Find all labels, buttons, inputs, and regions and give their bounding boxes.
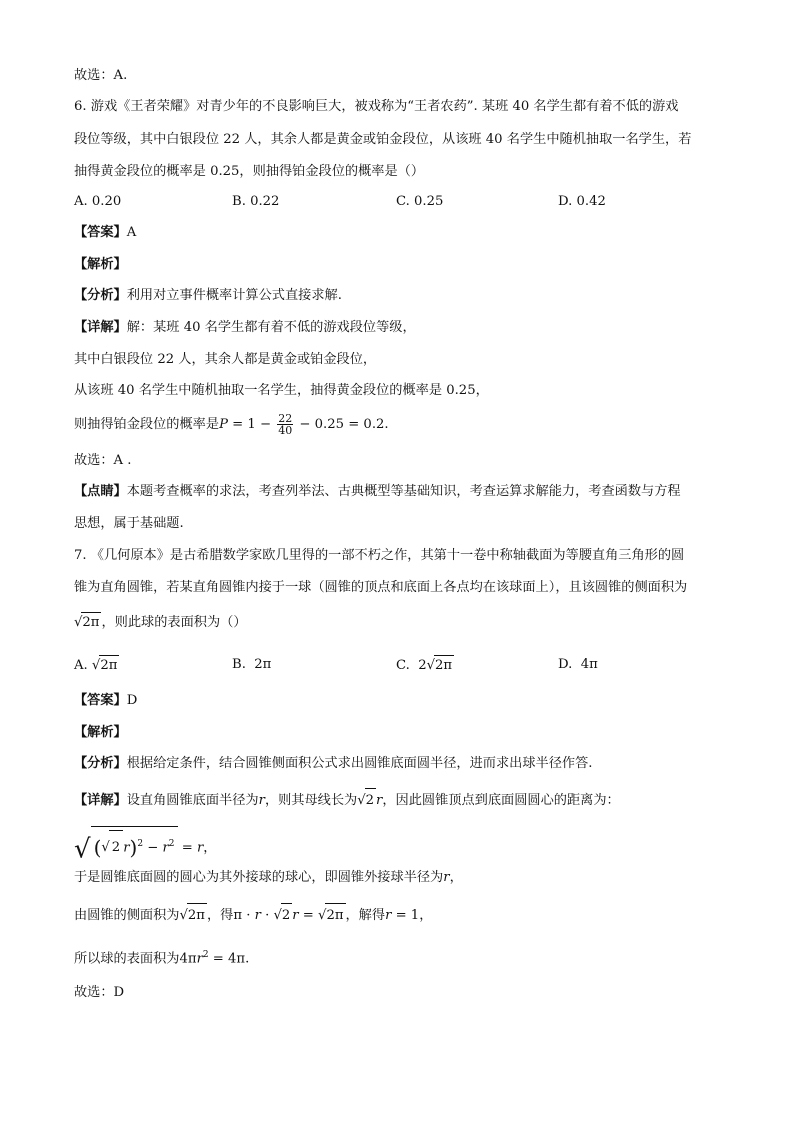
answer-tag: 【答案】 xyxy=(74,225,127,240)
math-r: r xyxy=(196,840,204,856)
math-r: r xyxy=(443,870,450,885)
q6-stem-line1: 6. 游戏《王者荣耀》对青少年的不良影响巨大，被戏称为“王者农药”. 某班 40 名学生都有着不低的游戏 xyxy=(74,99,679,114)
math-eq-rest: − 0.25 = 0.2 xyxy=(295,417,385,432)
math-expr: 4π xyxy=(179,951,197,967)
choice-label: A. xyxy=(74,658,88,673)
q7-choice-c xyxy=(396,655,454,676)
radical-sign: √ xyxy=(74,615,83,630)
detail-text: 所以球的表面积为 xyxy=(74,951,180,967)
detail-text: ，得 xyxy=(206,908,234,923)
q6-choices xyxy=(74,192,774,212)
q7-conclusion: 故选：D xyxy=(74,985,125,1000)
q6-analysis-heading: 【解析】 xyxy=(74,257,127,272)
q6-xiangjie xyxy=(74,318,754,338)
detail-text: 则抽得铂金段位的概率是 xyxy=(74,417,220,432)
q7-stem-line2: 锥为直角圆锥，若某直角圆锥内接于一球（圆锥的顶点和底面上各点均在该球面上），且该圆锥的侧面积为 xyxy=(74,580,688,595)
q6-choice-a: A. 0.20 xyxy=(74,194,122,209)
q6-dianjing-line2: 思想，属于基础题. xyxy=(74,516,184,531)
xiangjie-text: 解：某班 40 名学生都有着不低的游戏段位等级， xyxy=(126,320,416,335)
radicand: 2π xyxy=(99,655,119,676)
outer-radicand: (√ 2 $r)^2 - r^2$ xyxy=(91,826,178,865)
q7-distance-formula: √ (√ 2 $r)^2 - r^2 = r$， xyxy=(74,826,754,866)
q7-detail-line4: 由圆锥的侧面积为√2π ，得π · r · √2 r = √2π ，解得r = 1， xyxy=(74,903,754,928)
q6-stem-line2: 段位等级，其中白银段位 22 人，其余人都是黄金或铂金段位，从该班 40 名学生中随机抽取一名学生，若 xyxy=(74,132,692,147)
q6-answer xyxy=(74,223,754,243)
q6-choice-d: D. 0.42 xyxy=(558,194,606,209)
math-expr: π · xyxy=(233,908,255,923)
q6-dianjing xyxy=(74,482,754,502)
fraction-denominator: 40 xyxy=(278,424,293,437)
outer-sqrt xyxy=(74,826,178,866)
fenxi-tag: 【分析】 xyxy=(74,288,127,303)
xiangjie-text: ，因此圆锥顶点到底面圆圆心的距离为： xyxy=(382,793,620,808)
choice-label: C. xyxy=(396,658,410,673)
q7-analysis-heading: 【解析】 xyxy=(74,725,127,740)
sqrt-expr: √2π xyxy=(180,903,207,928)
q6-choice-c: C. 0.25 xyxy=(396,194,444,209)
q7-answer xyxy=(74,691,754,711)
math-eq: = xyxy=(177,840,197,856)
inner-radicand: 2 xyxy=(109,830,123,865)
q7-stem-line3 xyxy=(74,612,754,633)
radicand: 2 xyxy=(365,788,376,813)
q6-conclusion: 故选：A . xyxy=(74,453,132,468)
answer-value: A xyxy=(126,225,137,240)
detail-text: ， xyxy=(419,908,433,923)
sqrt-expr xyxy=(74,612,101,633)
detail-text: 由圆锥的侧面积为 xyxy=(74,908,180,923)
radical-sign: √ xyxy=(74,834,91,865)
sqrt-expr: √2π xyxy=(427,655,454,676)
q6-detail-line2: 其中白银段位 22 人，其余人都是黄金或铂金段位， xyxy=(74,352,377,367)
q7-detail-line3 xyxy=(74,868,754,888)
dianjing-tag: 【点睛】 xyxy=(74,484,127,499)
q6-detail-line4 xyxy=(74,412,754,438)
radicand: 2π xyxy=(81,612,101,633)
q7-xiangjie xyxy=(74,788,754,813)
period: . xyxy=(384,417,389,432)
q7-stem-line1: 7. 《几何原本》是古希腊数学家欧几里得的一部不朽之作，其第十一卷中称轴截面为等腰直角三角形的圆 xyxy=(74,548,685,563)
detail-text: ， xyxy=(449,870,463,885)
sqrt-expr: √2 xyxy=(357,788,376,813)
q7-detail-line5: 所以球的表面积为$4\pi r^2 = 4\pi$. xyxy=(74,950,250,967)
answer-line-prev: 故选：A. xyxy=(74,68,128,83)
q7-choice-a xyxy=(74,655,119,676)
choice-value: 4π xyxy=(580,657,598,672)
q6-stem-line3: 抽得黄金段位的概率是 0.25，则抽得铂金段位的概率是（） xyxy=(74,164,425,179)
sqrt-expr: √2π xyxy=(92,655,119,676)
radicand: 2π xyxy=(187,903,207,928)
q7-choice-b xyxy=(232,655,271,675)
choice-label: D. xyxy=(558,657,573,672)
fraction xyxy=(277,413,293,436)
q7-choice-d xyxy=(558,655,598,675)
detail-text: ，解得 xyxy=(345,908,386,923)
q6-fenxi xyxy=(74,286,754,306)
q6-choice-b: B. 0.22 xyxy=(232,194,280,209)
math-P: P xyxy=(219,417,228,432)
math-r: r xyxy=(376,793,383,808)
xiangjie-text: 设直角圆锥底面半径为 xyxy=(126,793,259,808)
math-r: r xyxy=(123,840,130,856)
fenxi-text: 利用对立事件概率计算公式直接求解. xyxy=(126,288,342,303)
q6-detail-line3: 从该班 40 名学生中随机抽取一名学生，抽得黄金段位的概率是 0.25， xyxy=(74,383,489,398)
fraction-numerator: 22 xyxy=(278,412,293,425)
q7-choices xyxy=(74,655,774,675)
dianjing-text: 本题考查概率的求法，考查列举法、古典概型等基础知识，考查运算求解能力，考查函数与方程 xyxy=(126,484,681,499)
coefficient: 2 xyxy=(418,658,427,673)
xiangjie-tag: 【详解】 xyxy=(74,793,127,808)
xiangjie-text: ，则其母线长为 xyxy=(264,793,358,808)
choice-label: B. xyxy=(232,657,246,672)
fenxi-text: 根据给定条件，结合圆锥侧面积公式求出圆锥底面圆半径，进而求出球半径作答. xyxy=(126,756,593,771)
stem-text: ，则此球的表面积为（） xyxy=(101,615,247,630)
q7-fenxi xyxy=(74,754,754,774)
choice-value: 2π xyxy=(254,657,272,672)
fenxi-tag: 【分析】 xyxy=(74,756,127,771)
radicand: 2π xyxy=(434,655,454,676)
answer-tag: 【答案】 xyxy=(74,693,127,708)
xiangjie-tag: 【详解】 xyxy=(74,320,127,335)
answer-value: D xyxy=(126,693,138,708)
math-r: r xyxy=(258,793,265,808)
detail-text: 于是圆锥底面圆的圆心为其外接球的球心，即圆锥外接球半径为 xyxy=(74,870,444,885)
math-eq: = 1 − xyxy=(227,417,276,432)
